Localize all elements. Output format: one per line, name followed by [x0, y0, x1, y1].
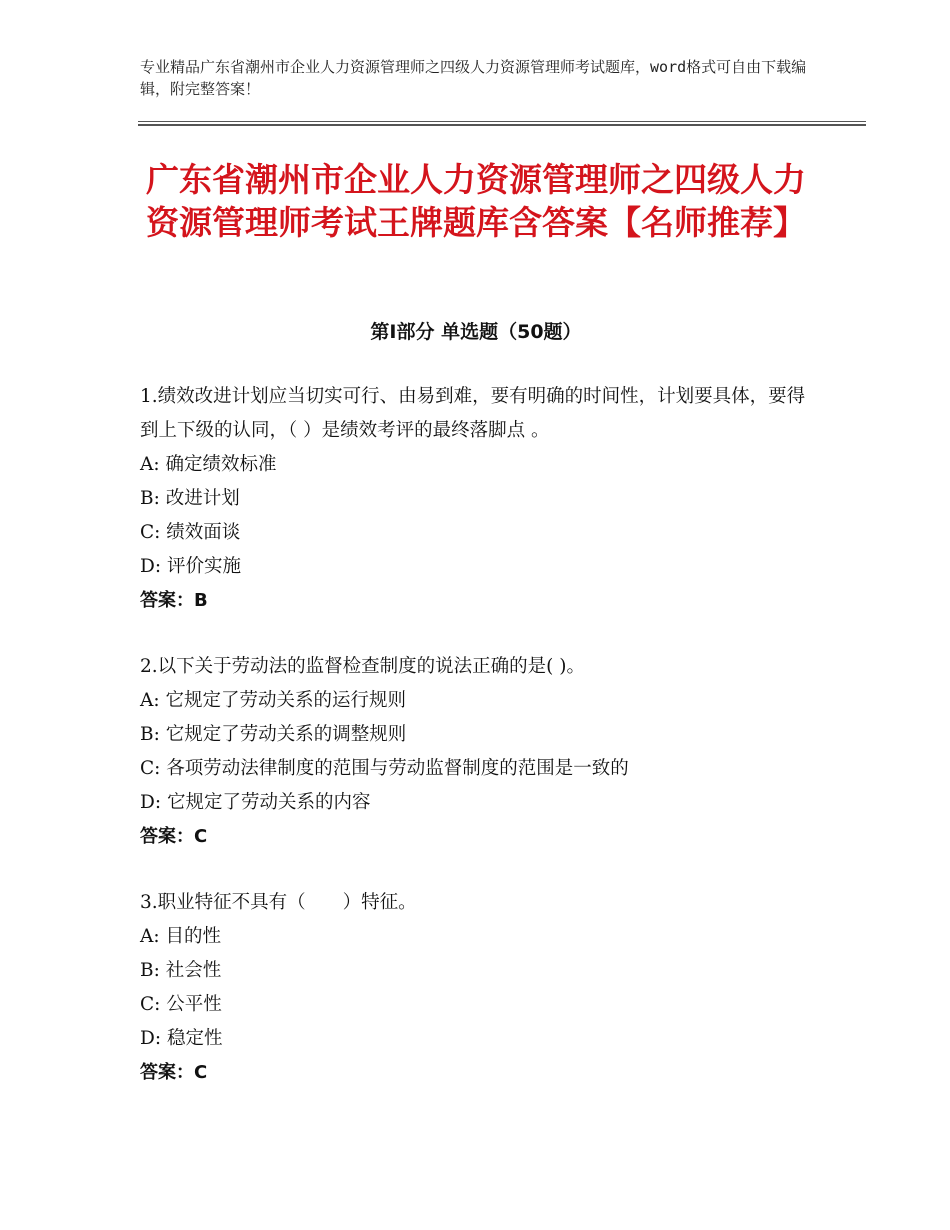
option-b: B: 改进计划	[140, 488, 240, 509]
option-a: A: 确定绩效标准	[140, 454, 277, 475]
option-c: C: 绩效面谈	[140, 522, 241, 543]
answer: 答案：C	[140, 826, 208, 847]
question-2	[140, 650, 812, 854]
option-c: C: 公平性	[140, 994, 222, 1015]
option-c: C: 各项劳动法律制度的范围与劳动监督制度的范围是一致的	[140, 758, 629, 779]
header-divider-thin	[138, 121, 866, 122]
answer: 答案：B	[140, 590, 208, 611]
option-d: D: 评价实施	[140, 556, 241, 577]
question-stem: 3.职业特征不具有（ ）特征。	[140, 892, 417, 913]
answer: 答案：C	[140, 1062, 208, 1083]
header-divider-thick	[138, 124, 866, 126]
document-title: 广东省潮州市企业人力资源管理师之四级人力资源管理师考试王牌题库含答案【名师推荐】	[146, 160, 806, 242]
option-a: A: 目的性	[140, 926, 221, 947]
question-stem: 2.以下关于劳动法的监督检查制度的说法正确的是( )。	[140, 656, 585, 677]
section-title: 第Ⅰ部分 单选题（50题）	[370, 321, 582, 343]
option-d: D: 稳定性	[140, 1028, 223, 1049]
header-note: 专业精品广东省潮州市企业人力资源管理师之四级人力资源管理师考试题库，word格式可自由下载编辑，附完整答案！	[140, 58, 807, 98]
option-b: B: 它规定了劳动关系的调整规则	[140, 724, 407, 745]
question-stem: 1.绩效改进计划应当切实可行、由易到难，要有明确的时间性，计划要具体，要得到上下级的认同，（ ）是绩效考评的最终落脚点 。	[140, 386, 806, 441]
question-list	[140, 380, 812, 1122]
question-1	[140, 380, 812, 618]
option-d: D: 它规定了劳动关系的内容	[140, 792, 371, 813]
option-a: A: 它规定了劳动关系的运行规则	[140, 690, 406, 711]
option-b: B: 社会性	[140, 960, 222, 981]
question-3	[140, 886, 812, 1090]
